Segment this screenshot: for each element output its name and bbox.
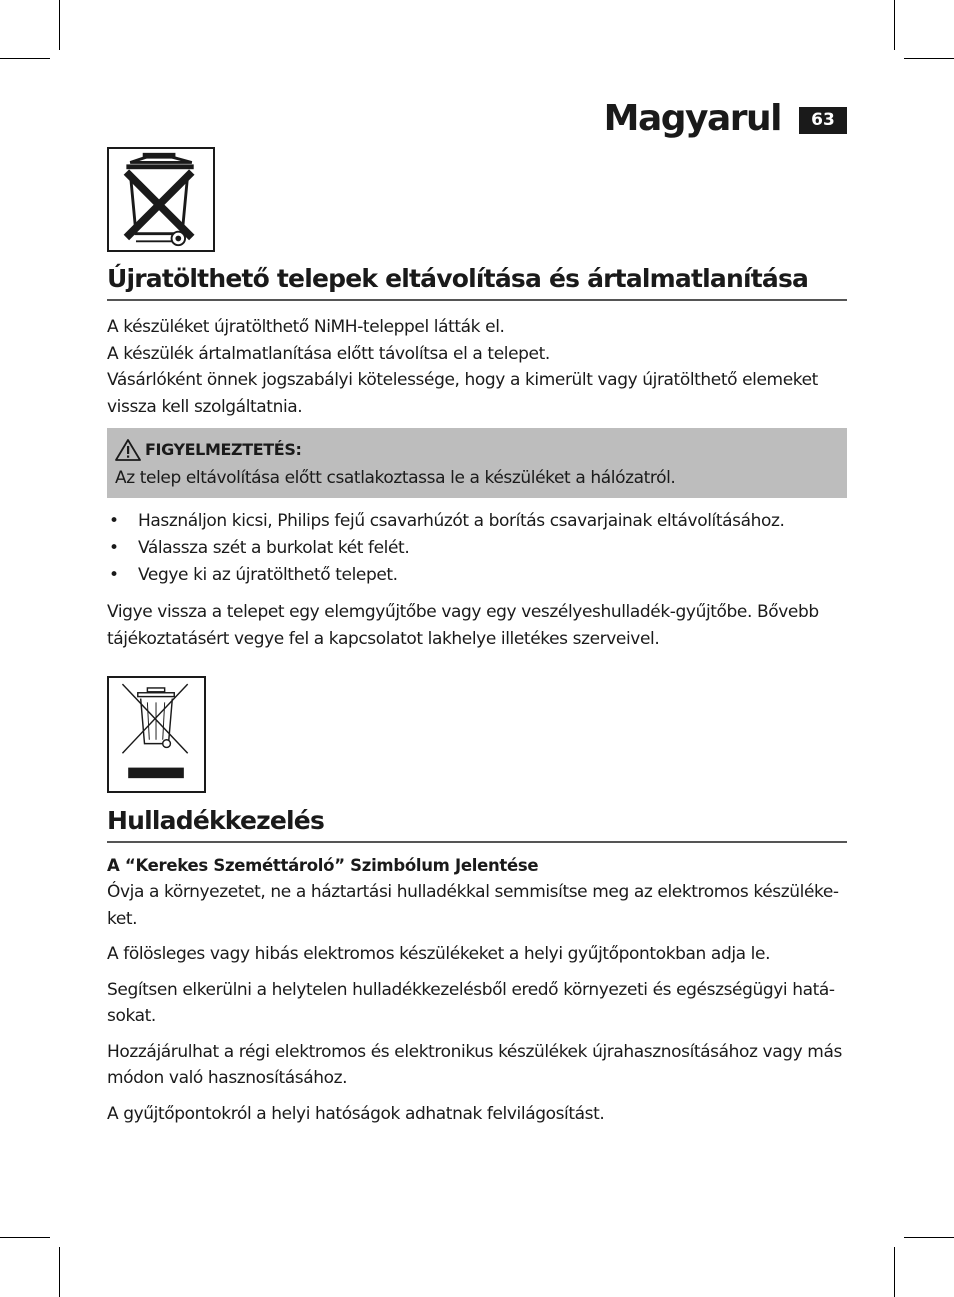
warning-triangle-icon — [115, 438, 141, 462]
warning-text: Az telep eltávolítása előtt csatlakoztassa le a készüléket a hálózatról. — [115, 468, 676, 488]
warning-header — [115, 436, 839, 464]
battery-intro-line: A készüléket újratölthető NiMH-teleppel látták el. — [107, 317, 505, 337]
waste-subheading: A “Kerekes Szeméttároló” Szimbólum Jelentése — [107, 856, 539, 875]
waste-paragraph: A gyűjtőpontokról a helyi hatóságok adhatnak felvilágosítást. — [107, 1103, 605, 1124]
crop-mark — [904, 1237, 954, 1238]
battery-section — [107, 264, 847, 652]
waste-paragraph: Hozzájárulhat a régi elektromos és elektronikus készülékek újrahasznosításához vagy más módon való hasznosításához. — [107, 1041, 842, 1088]
list-item: • Használjon kicsi, Philips fejű csavarhúzót a borítás csavarjainak eltávolításához. — [107, 508, 847, 535]
list-item: • Válassza szét a burkolat két felét. — [107, 535, 847, 562]
waste-section — [107, 806, 847, 1127]
page-header — [604, 98, 847, 139]
warning-title: FIGYELMEZTETÉS: — [145, 440, 302, 459]
crop-mark — [59, 0, 60, 50]
battery-closing-paragraph: Vigye vissza a telepet egy elemgyűjtőbe vagy egy veszélyeshulladék-gyűjtőbe. Bővebb tájékoztatásért vegye fel a kapcsolatot lakhelye illetékes szerveivel. — [107, 602, 819, 649]
crop-mark — [59, 1247, 60, 1297]
crop-mark — [894, 1247, 895, 1297]
crop-mark — [904, 58, 954, 59]
crop-mark — [0, 58, 50, 59]
list-item: • Vegye ki az újratölthető telepet. — [107, 562, 847, 589]
waste-paragraph: Óvja a környezetet, ne a háztartási hulladékkal semmisítse meg az elektromos készüléke-ket. — [107, 882, 839, 929]
crop-mark — [0, 1237, 50, 1238]
waste-section-heading: Hulladékkezelés — [107, 806, 847, 843]
weee-bin-icon — [107, 676, 206, 793]
page-title: Magyarul — [603, 98, 781, 139]
crop-mark — [894, 0, 895, 50]
waste-paragraph: Segítsen elkerülni a helytelen hulladékkezelésből eredő környezeti és egészségügyi hatá-sokat. — [107, 979, 835, 1026]
waste-paragraph: A fölösleges vagy hibás elektromos készülékeket a helyi gyűjtőpontokban adja le. — [107, 944, 771, 964]
battery-bin-icon — [107, 147, 215, 252]
battery-intro-line: Vásárlóként önnek jogszabályi kötelessége, hogy a kimerült vagy újratölthető elemeket vissza kell szolgáltatnia. — [107, 370, 818, 417]
battery-intro-line: A készülék ártalmatlanítása előtt távolítsa el a telepet. — [107, 343, 550, 364]
removal-steps-list — [107, 508, 847, 589]
page-number-badge: 63 — [799, 107, 847, 134]
battery-section-heading: Újratölthető telepek eltávolítása és ártalmatlanítása — [107, 264, 847, 301]
warning-box — [107, 428, 847, 498]
